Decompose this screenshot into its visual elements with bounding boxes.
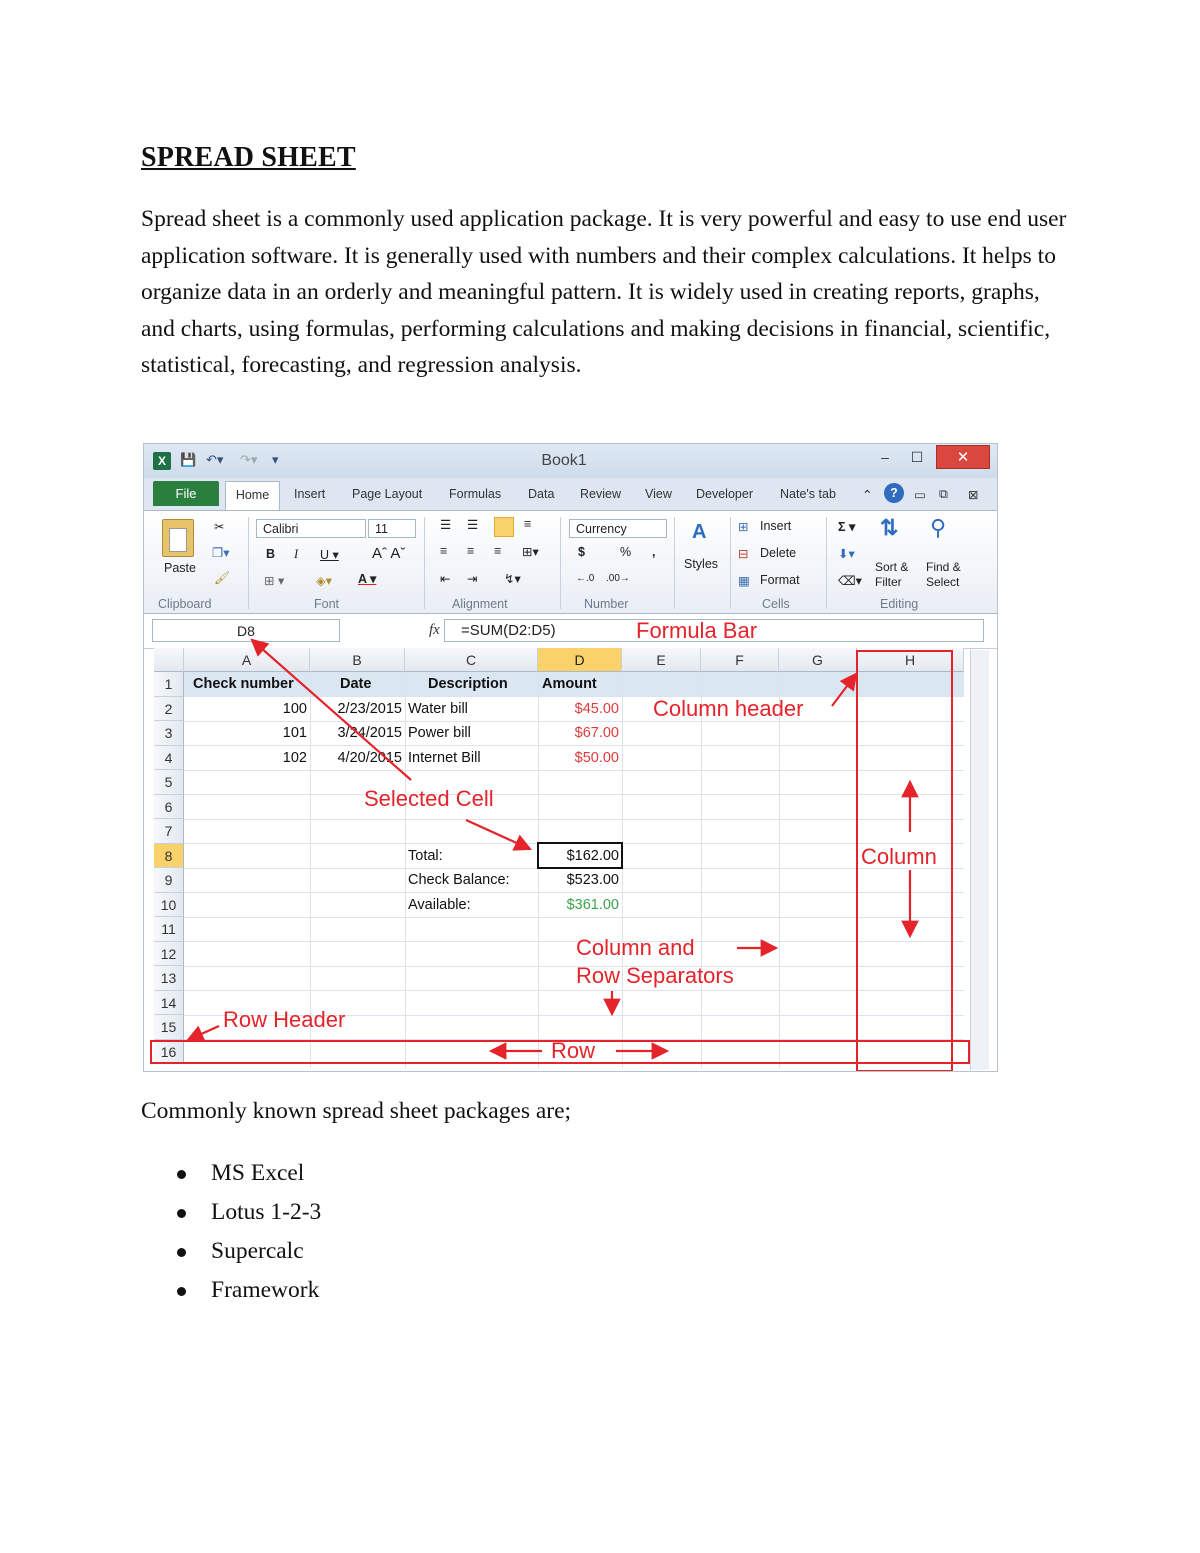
cell-a4[interactable]: 102 <box>282 749 307 766</box>
name-box[interactable]: D8 <box>152 619 340 642</box>
row-header-3[interactable]: 3 <box>154 721 184 746</box>
cell-c8[interactable]: Total: <box>408 847 443 864</box>
column-header-c[interactable]: C <box>405 648 538 672</box>
format-cells-button[interactable]: Format <box>760 573 800 587</box>
function-icon[interactable]: fx <box>429 622 440 638</box>
row-header-14[interactable]: 14 <box>154 991 184 1016</box>
row-header-6[interactable]: 6 <box>154 795 184 820</box>
bold-icon[interactable]: B <box>266 547 276 561</box>
excel-app-icon: X <box>153 452 171 470</box>
group-alignment: Alignment <box>452 597 508 611</box>
annotation-column-header: Column header <box>653 696 804 721</box>
cell-b4[interactable]: 4/20/2015 <box>337 749 402 766</box>
cell-b2[interactable]: 2/23/2015 <box>337 700 402 717</box>
save-icon[interactable]: 💾 <box>180 452 197 467</box>
tab-formulas[interactable]: Formulas <box>449 487 502 501</box>
intro-paragraph: Spread sheet is a commonly used application package. It is very powerful and easy to use end user application software. It is generally used with numbers and their complex calculations. It helps to organize data in an orderly and meaningful pattern. It is widely used in creating reports, graphs, and charts, using formulas, performing calculations and making decisions in financial, scientific, statistical, forecasting, and regression analysis. <box>141 206 1067 378</box>
customize-qat-icon[interactable]: ▾ <box>272 452 279 467</box>
column-header-f[interactable]: F <box>701 648 779 672</box>
row-header-12[interactable]: 12 <box>154 942 184 967</box>
paste-label[interactable]: Paste <box>164 561 196 575</box>
number-format-select[interactable]: Currency <box>569 519 667 538</box>
list-item <box>141 1155 321 1194</box>
format-cells-icon[interactable]: ▦ <box>738 574 750 588</box>
package-name: MS Excel <box>211 1160 305 1186</box>
copy-icon[interactable]: ❐▾ <box>212 546 230 560</box>
cell-d9[interactable]: $523.00 <box>566 872 619 888</box>
minimize-icon[interactable]: – <box>881 449 889 465</box>
bullet-icon <box>177 1287 186 1296</box>
column-header-d[interactable]: D <box>538 648 622 672</box>
cell-c4[interactable]: Internet Bill <box>408 749 481 766</box>
cut-icon[interactable]: ✂ <box>214 520 225 534</box>
redo-icon[interactable]: ↷▾ <box>240 452 258 467</box>
row-header-11[interactable]: 11 <box>154 917 184 942</box>
tab-view[interactable]: View <box>645 487 672 501</box>
wrap-text-icon[interactable]: ↯▾ <box>504 572 521 586</box>
decrease-indent-icon[interactable]: ⇤ <box>440 572 451 586</box>
maximize-icon[interactable]: ☐ <box>910 449 924 465</box>
tab-file[interactable]: File <box>153 481 219 506</box>
row-header-1[interactable]: 1 <box>154 672 184 697</box>
bullet-icon <box>177 1248 186 1257</box>
cell-c3[interactable]: Power bill <box>408 725 471 741</box>
restore-window-icon[interactable]: ▭ <box>914 488 926 502</box>
format-painter-icon[interactable]: 🖌 <box>214 571 230 585</box>
underline-icon[interactable]: U ▾ <box>320 548 339 562</box>
tab-page-layout[interactable]: Page Layout <box>352 487 423 501</box>
tab-review[interactable]: Review <box>580 487 621 501</box>
arrow-row-header <box>188 1026 219 1040</box>
find-select-icon[interactable]: ⚲ <box>930 515 947 540</box>
formula-input[interactable]: =SUM(D2:D5) <box>444 619 984 642</box>
tab-home[interactable]: Home <box>225 481 280 510</box>
styles-icon[interactable]: A <box>692 521 707 543</box>
cell-c10[interactable]: Available: <box>408 896 471 913</box>
increase-decimal-icon[interactable]: ←.0 <box>576 573 595 584</box>
orientation-icon[interactable]: ≡ <box>524 517 532 531</box>
package-name: Framework <box>211 1277 320 1303</box>
cell-c1[interactable]: Description <box>428 676 508 692</box>
decrease-decimal-icon[interactable]: .00→ <box>606 573 630 584</box>
group-cells: Cells <box>762 597 790 611</box>
column-header-b[interactable]: B <box>310 648 405 672</box>
find-select-label-1[interactable]: Find & <box>926 560 961 574</box>
row-header-10[interactable]: 10 <box>154 893 184 918</box>
group-clipboard: Clipboard <box>158 597 212 611</box>
cell-d3[interactable]: $67.00 <box>574 725 619 741</box>
cell-d10[interactable]: $361.00 <box>566 896 619 913</box>
align-center-icon[interactable]: ≡ <box>467 544 475 558</box>
tab-developer[interactable]: Developer <box>696 487 753 501</box>
row-header-2[interactable]: 2 <box>154 697 184 722</box>
column-header-h[interactable]: H <box>857 648 964 672</box>
cell-d4[interactable]: $50.00 <box>574 749 619 766</box>
group-number: Number <box>584 597 629 611</box>
italic-icon[interactable]: I <box>294 547 299 561</box>
arrow-to-selected-cell <box>466 820 530 849</box>
fill-color-icon[interactable]: ◈▾ <box>316 574 332 588</box>
annotation-separators-2: Row Separators <box>576 963 734 988</box>
bullet-icon <box>177 1170 186 1179</box>
font-size-select[interactable]: 11 <box>368 519 416 538</box>
sort-filter-label-2[interactable]: Filter <box>875 575 902 589</box>
delete-cells-button[interactable]: Delete <box>760 546 797 560</box>
annotation-column: Column <box>861 844 937 869</box>
borders-icon[interactable]: ⊞ ▾ <box>264 574 285 588</box>
list-item <box>141 1233 321 1272</box>
merge-center-icon[interactable]: ⊞▾ <box>522 545 539 559</box>
minimize-ribbon-icon[interactable]: ⌃ <box>862 488 873 502</box>
align-top-icon[interactable]: ☰ <box>440 518 452 532</box>
annotation-row-header: Row Header <box>223 1007 346 1032</box>
group-editing: Editing <box>880 597 919 611</box>
cell-d8[interactable]: $162.00 <box>566 847 619 864</box>
close-doc-icon[interactable]: ⊠ <box>968 488 979 502</box>
arrow-to-column-header <box>832 674 856 706</box>
annotation-separators-1: Column and <box>576 935 695 960</box>
annotation-formula-bar: Formula Bar <box>636 618 758 643</box>
sort-filter-icon[interactable]: ⇅ <box>880 515 899 540</box>
cell-c2[interactable]: Water bill <box>408 700 468 717</box>
grow-font-icon[interactable]: Aˆ Aˇ <box>372 545 406 562</box>
sort-filter-label-1[interactable]: Sort & <box>875 560 909 574</box>
annotation-arrows <box>144 444 998 1072</box>
packages-intro: Commonly known spread sheet packages are; <box>141 1098 572 1124</box>
row-header-5[interactable]: 5 <box>154 770 184 795</box>
cell-b3[interactable]: 3/24/2015 <box>337 725 402 741</box>
align-left-icon[interactable]: ≡ <box>440 544 448 558</box>
list-item <box>141 1194 321 1233</box>
tab-insert[interactable]: Insert <box>294 487 326 501</box>
row-header-8[interactable]: 8 <box>154 844 184 869</box>
cell-d1[interactable]: Amount <box>542 676 597 692</box>
cell-d2[interactable]: $45.00 <box>574 700 619 717</box>
autosum-icon[interactable]: Σ ▾ <box>838 520 856 534</box>
cell-a3[interactable]: 101 <box>282 725 307 741</box>
annotation-selected-cell: Selected Cell <box>364 786 494 811</box>
list-item <box>141 1272 321 1311</box>
font-color-icon[interactable]: A ▾ <box>358 572 377 586</box>
packages-list <box>141 1155 321 1311</box>
clear-icon[interactable]: ⌫▾ <box>838 574 862 588</box>
increase-indent-icon[interactable]: ⇥ <box>467 572 478 586</box>
undo-icon[interactable]: ↶▾ <box>206 452 224 467</box>
bullet-icon <box>177 1209 186 1218</box>
styles-button[interactable]: Styles <box>684 557 719 571</box>
insert-cells-button[interactable]: Insert <box>760 519 792 533</box>
package-name: Lotus 1-2-3 <box>211 1199 322 1225</box>
row-header-7[interactable]: 7 <box>154 819 184 844</box>
excel-screenshot <box>143 443 998 1072</box>
column-header-g[interactable]: G <box>779 648 857 672</box>
align-middle-icon[interactable]: ☰ <box>467 518 479 532</box>
page-title: SPREAD SHEET <box>141 142 356 173</box>
font-name-select[interactable]: Calibri <box>256 519 366 538</box>
percent-button[interactable]: % <box>620 545 632 559</box>
tab-data[interactable]: Data <box>528 487 555 501</box>
arrow-selected-to-namebox <box>252 640 411 780</box>
row-header-13[interactable]: 13 <box>154 966 184 991</box>
window-title: Book1 <box>541 452 587 469</box>
cell-b1[interactable]: Date <box>340 676 372 692</box>
tab-custom[interactable]: Nate's tab <box>780 487 836 501</box>
delete-cells-icon[interactable]: ⊟ <box>738 547 749 561</box>
close-icon[interactable]: ✕ <box>936 445 990 469</box>
restore-doc-icon[interactable]: ⧉ <box>939 487 948 501</box>
cell-c9[interactable]: Check Balance: <box>408 872 510 888</box>
cell-a2[interactable]: 100 <box>282 700 307 717</box>
cell-a1[interactable]: Check number <box>193 676 294 692</box>
column-header-a[interactable]: A <box>184 648 310 672</box>
package-name: Supercalc <box>211 1238 304 1264</box>
group-font: Font <box>314 597 340 611</box>
row-header-16[interactable]: 16 <box>154 1040 184 1065</box>
fill-icon[interactable]: ⬇▾ <box>838 547 855 561</box>
find-select-label-2[interactable]: Select <box>926 575 960 589</box>
insert-cells-icon[interactable]: ⊞ <box>738 520 749 534</box>
row-header-9[interactable]: 9 <box>154 868 184 893</box>
help-icon[interactable]: ? <box>884 483 904 503</box>
comma-button[interactable]: , <box>652 545 656 559</box>
currency-symbol-button[interactable]: $ <box>578 545 585 559</box>
annotation-row: Row <box>551 1038 596 1063</box>
align-right-icon[interactable]: ≡ <box>494 544 502 558</box>
column-header-e[interactable]: E <box>622 648 701 672</box>
row-header-15[interactable]: 15 <box>154 1015 184 1040</box>
row-header-4[interactable]: 4 <box>154 746 184 771</box>
